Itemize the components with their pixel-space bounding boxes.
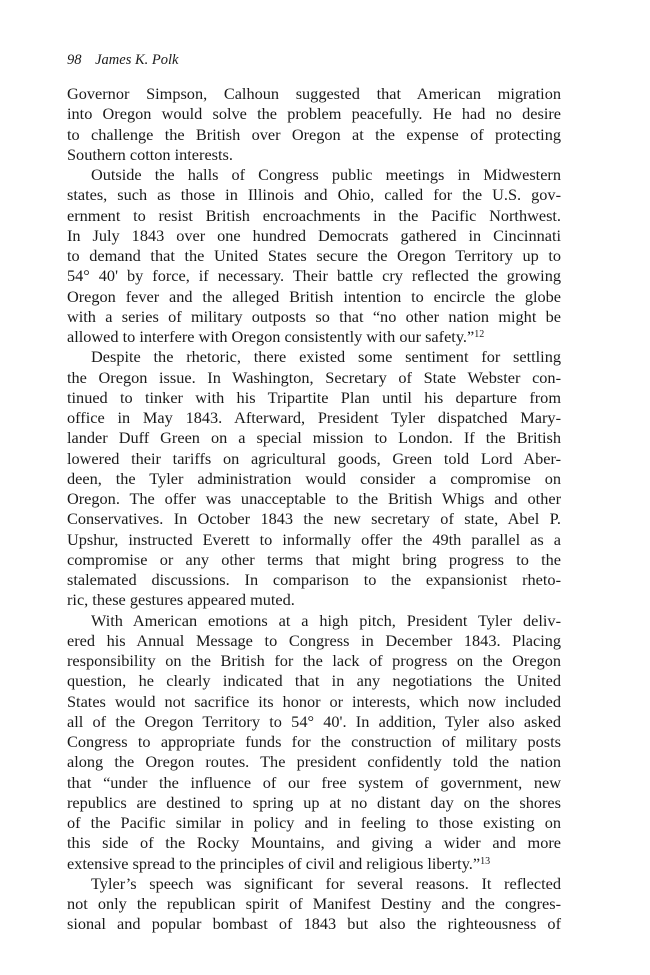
paragraph	[67, 611, 561, 874]
text-line: states, such as those in Illinois and Ohio, called for the U.S. gov-	[67, 185, 561, 205]
text-line: States would not sacrifice its honor or interests, which now included	[67, 691, 561, 711]
text-line: question, he clearly indicated that in any negotiations the United	[67, 671, 561, 691]
text-line: tinued to tinker with his Tripartite Plan until his departure from	[67, 387, 561, 407]
paragraph	[67, 165, 561, 347]
text-line: responsibility on the British for the lack of progress on the Oregon	[67, 651, 561, 670]
text-line: ernment to resist British encroachments in the Pacific Northwest.	[67, 205, 561, 225]
text-line: Tyler’s speech was significant for several reasons. It reflected	[91, 873, 561, 893]
text-line: with a series of military outposts so that “no other nation might be	[67, 306, 561, 326]
text-line: Despite the rhetoric, there existed some sentiment for settling	[91, 347, 561, 367]
text-line: to demand that the United States secure the Oregon Territory up to	[67, 246, 561, 265]
text-line: With American emotions at a high pitch, President Tyler deliv-	[91, 610, 561, 630]
text-line: Southern cotton interests.	[67, 144, 233, 164]
footnote-marker: 13	[480, 855, 491, 867]
text-line: Oregon. The offer was unacceptable to the British Whigs and other	[67, 489, 561, 508]
running-head	[67, 52, 178, 69]
text-line: that “under the influence of our free system of government, new	[67, 772, 561, 792]
text-line: along the Oregon routes. The president confidently told the nation	[67, 752, 561, 772]
body-text	[67, 84, 561, 935]
text-line: Conservatives. In October 1843 the new secretary of state, Abel P.	[67, 509, 561, 529]
text-line: into Oregon would solve the problem peacefully. He had no desire	[67, 104, 561, 124]
paragraph	[67, 84, 561, 165]
text-line: allowed to interfere with Oregon consistently with our safety.”$^{12}$	[67, 327, 485, 346]
text-line: to challenge the British over Oregon at the expense of protecting	[67, 124, 561, 144]
text-line: office in May 1843. Afterward, President Tyler dispatched Mary-	[67, 408, 561, 427]
text-line: compromise or any other terms that might bring progress to the	[67, 549, 561, 569]
text-line: not only the republican spirit of Manifest Destiny and the congres-	[67, 894, 561, 913]
text-line: lowered their tariffs on agricultural goods, Green told Lord Aber-	[67, 448, 561, 468]
text-line: ered his Annual Message to Congress in December 1843. Placing	[67, 630, 561, 650]
paragraph	[67, 347, 561, 610]
text-line: deen, the Tyler administration would consider a compromise on	[67, 468, 561, 488]
text-line: this side of the Rocky Mountains, and giving a wider and more	[67, 833, 561, 853]
text-line: In July 1843 over one hundred Democrats gathered in Cincinnati	[67, 225, 561, 245]
text-line: Congress to appropriate funds for the construction of military posts	[67, 732, 561, 751]
text-line: stalemated discussions. In comparison to the expansionist rheto-	[67, 570, 561, 589]
text-line: Governor Simpson, Calhoun suggested that American migration	[67, 84, 561, 103]
text-line: extensive spread to the principles of civil and religious liberty.”$^{13}$	[67, 853, 491, 873]
text-line: Upshur, instructed Everett to informally offer the 49th parallel as a	[67, 529, 561, 549]
footnote-marker: 12	[474, 329, 485, 340]
text-line: 54° 40' by force, if necessary. Their battle cry reflected the growing	[67, 266, 561, 286]
text-line: ric, these gestures appeared muted.	[67, 590, 295, 610]
text-line: Oregon fever and the alleged British intention to encircle the globe	[67, 286, 561, 306]
text-line: all of the Oregon Territory to 54° 40'. In addition, Tyler also asked	[67, 711, 561, 731]
text-line: lander Duff Green on a special mission to London. If the British	[67, 428, 561, 448]
paragraph	[67, 874, 561, 935]
text-line: Outside the halls of Congress public meetings in Midwestern	[91, 165, 561, 184]
text-line: republics are destined to spring up at no distant day on the shores	[67, 792, 561, 812]
running-title: James K. Polk	[95, 52, 179, 68]
text-line: of the Pacific similar in policy and in feeling to those existing on	[67, 813, 561, 832]
text-line: sional and popular bombast of 1843 but also the righteousness of	[67, 914, 561, 934]
text-line: the Oregon issue. In Washington, Secretary of State Webster con-	[67, 367, 561, 387]
page-number: 98	[67, 52, 82, 68]
